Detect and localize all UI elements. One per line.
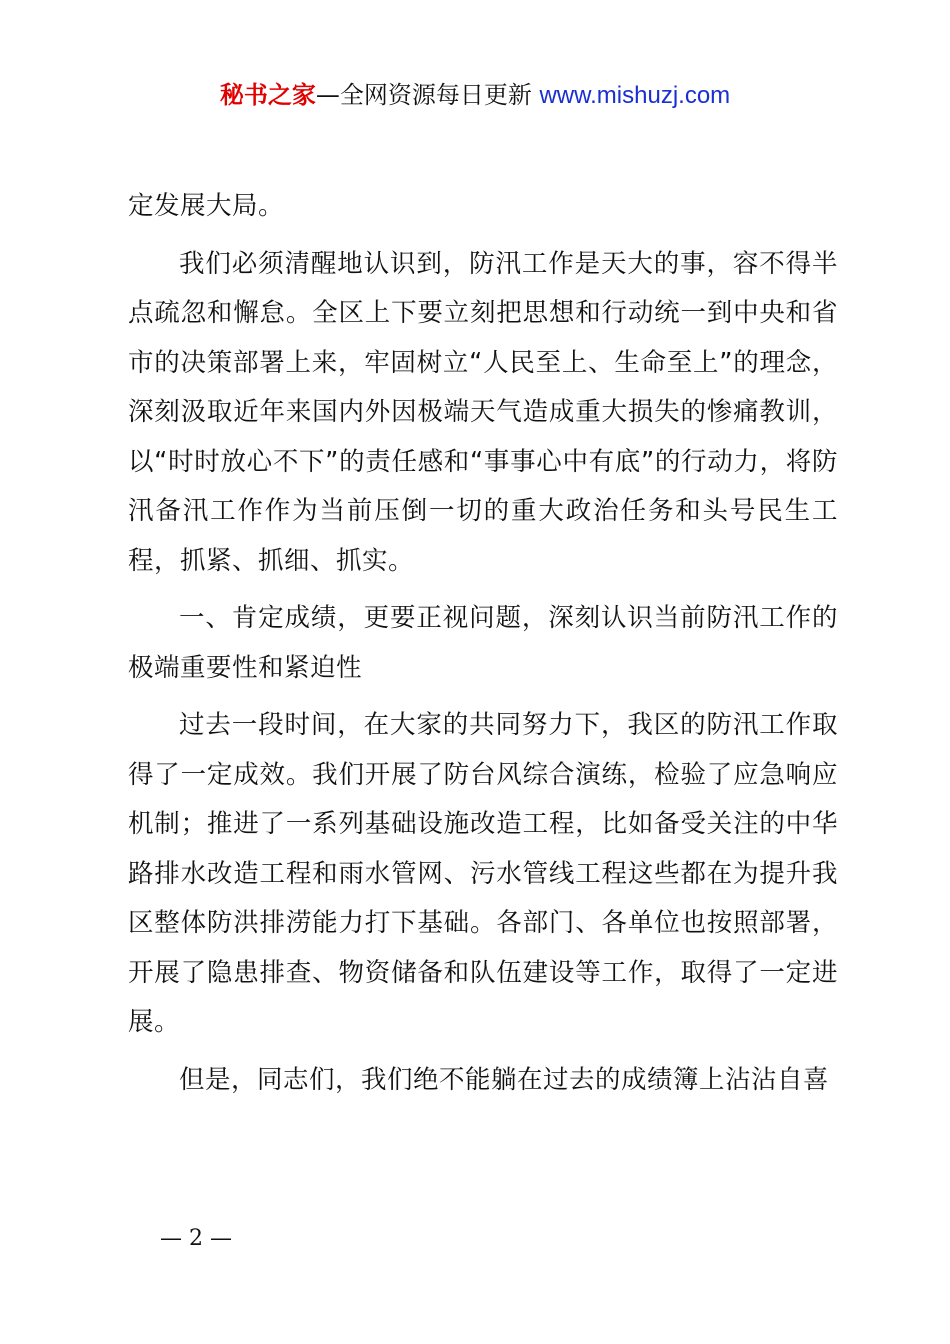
header-tagline: —全网资源每日更新 <box>315 81 532 109</box>
document-body <box>128 182 838 1113</box>
section-heading-one: 一、肯定成绩，更要正视问题，深刻认识当前防汛工作的极端重要性和紧迫性 <box>128 603 838 683</box>
site-url[interactable]: www.mishuzj.com <box>539 82 731 109</box>
paragraph-flood-awareness: 我们必须清醒地认识到，防汛工作是天大的事，容不得半点疏忽和懈怠。全区上下要立刻把思想和行动统一到中央和省市的决策部署上来，牢固树立“人民至上、生命至上”的理念，深刻汲取近年来国内外因极端天气造成重大损失的惨痛教训，以“时时放心不下”的责任感和“事事心中有底”的行动力，将防汛备汛工作作为当前压倒一切的重大政治任务和头号民生工程，抓紧、抓细、抓实。 <box>128 248 838 576</box>
paragraph-achievements: 过去一段时间，在大家的共同努力下，我区的防汛工作取得了一定成效。我们开展了防台风综合演练，检验了应急响应机制；推进了一系列基础设施改造工程，比如备受关注的中华路排水改造工程和雨水管网、污水管线工程这些都在为提升我区整体防洪排涝能力打下基础。各部门、各单位也按照部署，开展了隐患排查、物资储备和队伍建设等工作，取得了一定进展。 <box>128 710 838 1037</box>
paragraph-continuation: 定发展大局。 <box>128 191 285 221</box>
brand-name: 秘书之家 <box>219 81 316 109</box>
page-number: — 2 — <box>160 1226 232 1251</box>
site-header <box>0 78 950 113</box>
paragraph-however: 但是，同志们，我们绝不能躺在过去的成绩簿上沾沾自喜 <box>179 1064 830 1095</box>
